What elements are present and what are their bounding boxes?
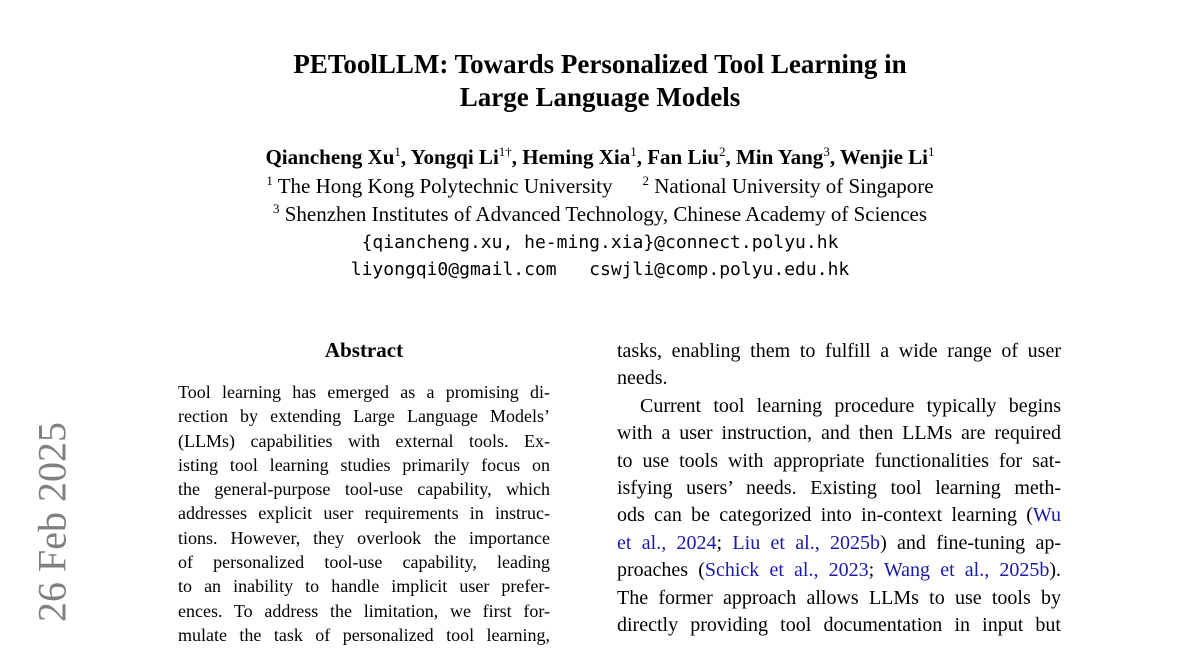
body-line: to use tools with appropriate functionalities for sat- [617,449,1061,472]
citation-link[interactable]: et al., 2024 [617,531,717,554]
citation-link[interactable]: Schick et al., 2023 [704,559,869,582]
body-text: ) and fine-tuning ap- [880,531,1061,554]
abstract-line: mulate the task of personalized tool learning, [178,624,550,645]
abstract-line: ences. To address the limitation, we first for- [178,600,550,621]
abstract-line: of personalized tool-use capability, leading [178,552,550,573]
email-line-1 [0,231,1200,255]
author-name: Wenjie Li [839,145,929,169]
author-affiliation-mark: 1† [498,144,512,159]
paper-title [0,48,1200,114]
affiliation-mark: 1 [266,173,273,188]
title-line-1: PEToolLLM: Towards Personalized Tool Learning in [293,49,907,79]
body-text: ods can be categorized into in-context learning ( [617,504,1033,527]
affiliation-line-2 [0,201,1200,227]
body-line: needs. [617,367,668,390]
abstract-line: isting tool learning studies primarily focus on [178,454,550,475]
abstract-line: addresses explicit user requirements in instruc- [178,503,550,524]
email-address: cswjli@comp.polyu.edu.hk [589,259,850,280]
body-line [617,557,1061,584]
body-text: proaches ( [617,559,705,582]
abstract-line: to an inability to handle implicit user prefer- [178,576,550,597]
abstract-heading: Abstract [324,338,404,362]
abstract-body [178,380,550,647]
abstract-line: (LLMs) capabilities with external tools. Ex- [178,430,550,451]
body-text: ). [1049,559,1061,582]
email-address: liyongqi0@gmail.com [350,259,557,280]
author-name: Heming Xia [522,145,631,169]
affiliation-line-1 [0,173,1200,199]
author-affiliation-mark: 1 [928,144,935,159]
body-line: directly providing tool documentation in input but [617,614,1061,637]
author-affiliation-mark: 2 [718,144,726,159]
body-line [617,502,1061,529]
body-line: The former approach allows LLMs to use tools by [617,586,1061,609]
body-line: tasks, enabling them to fulfill a wide range of user [617,340,1061,362]
body-line: isfying users’ needs. Existing tool learning meth- [617,477,1061,500]
introduction-body [617,338,1061,639]
abstract-line: tions. However, they overlook the importance [178,527,550,548]
body-text: ; [868,559,884,582]
abstract-line: Tool learning has emerged as a promising di- [178,382,550,402]
affiliation-name: Shenzhen Institutes of Advanced Technology, Chinese Academy of Sciences [284,202,928,226]
citation-link[interactable]: Wu [1032,504,1061,527]
body-line: with a user instruction, and then LLMs are required [617,422,1061,445]
author-name: Qiancheng Xu [265,145,395,169]
affiliation-mark: 3 [272,201,280,216]
body-line: Current tool learning procedure typically begins [640,394,1061,417]
author-affiliation-mark: 1 [630,144,637,159]
author-affiliation-mark: 3 [823,144,830,159]
author-name: Min Yang [735,145,824,169]
abstract-line: rection by extending Large Language Models’ [178,406,550,427]
body-line [617,530,1061,557]
author-list: Qiancheng Xu$^1$, Yongqi $Li^{1\dagger}$, Heming Xia$^1$, Fan Liu$^2$, Min Yang$^3$, Wenjie Li$^1$ [265,144,935,169]
abstract-line: the general-purpose tool-use capability, which [178,479,550,500]
affiliation-mark: 2 [642,173,650,188]
author-name: Fan Liu [647,145,719,169]
citation-link[interactable]: Liu et al., 2025b [732,531,881,554]
affiliation-name: National University of Singapore [654,174,934,198]
author-name: Yongqi Li [410,145,499,169]
affiliation-name: The Hong Kong Polytechnic University [277,174,613,198]
body-text: ; [716,531,733,554]
email-line-2 [0,258,1200,282]
title-line-2: Large Language Models [459,82,741,112]
citation-link[interactable]: Wang et al., 2025b [883,559,1050,582]
email-address: {qiancheng.xu, he-ming.xia}@connect.polyu.hk [361,232,839,253]
author-affiliation-mark: 1 [394,144,401,159]
arxiv-date-stamp: 26 Feb 2025 [29,422,75,622]
